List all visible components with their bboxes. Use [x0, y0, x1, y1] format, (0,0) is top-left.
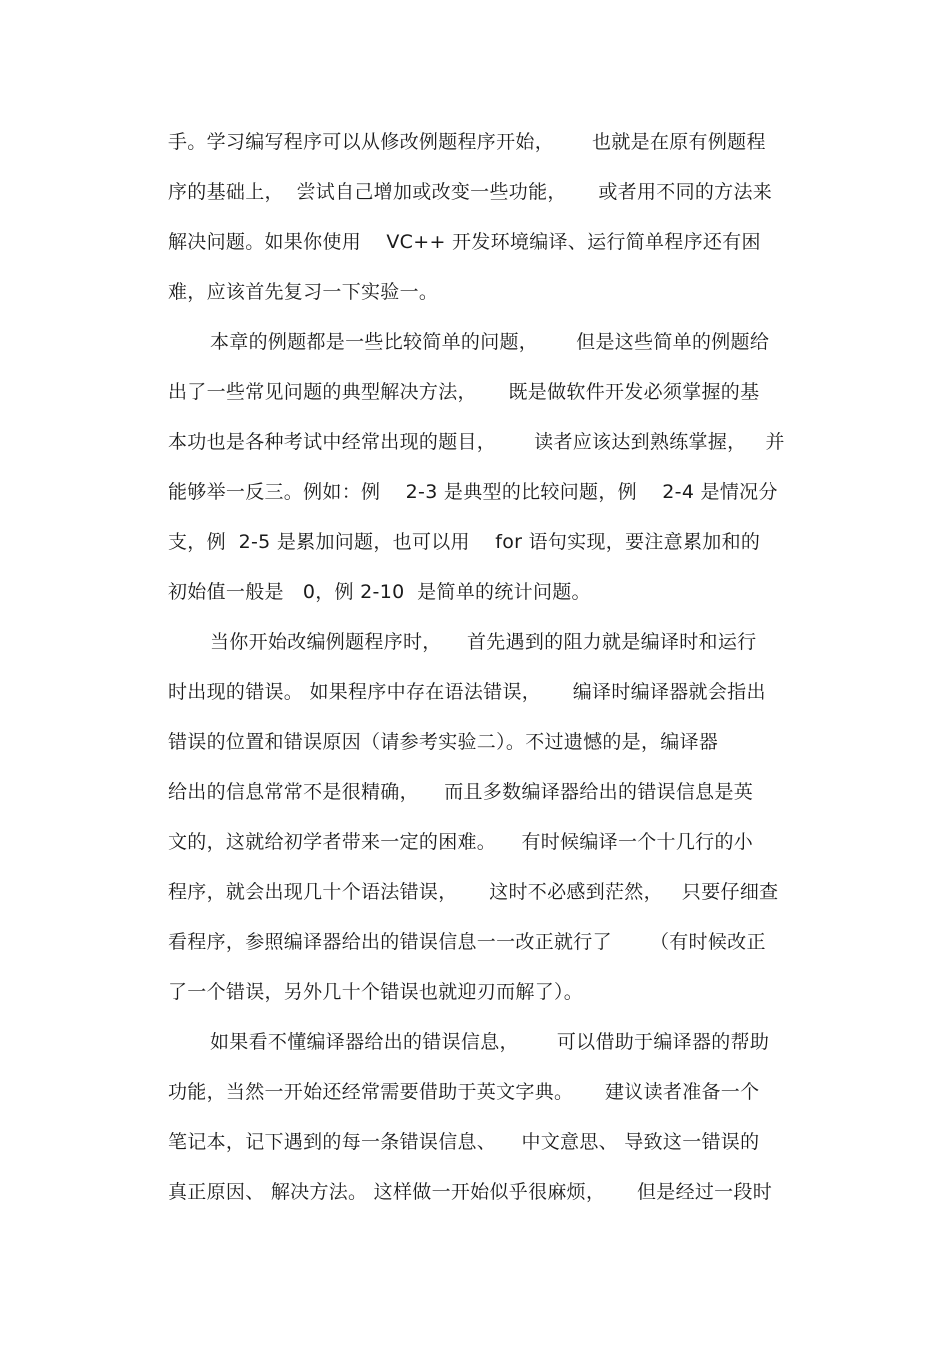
text-line: 笔记本，记下遇到的每一条错误信息、 中文意思、 导致这一错误的	[168, 1131, 760, 1153]
text-line: 给出的信息常常不是很精确， 而且多数编译器给出的错误信息是英	[168, 781, 754, 803]
text-line: 文的，这就给初学者带来一定的困难。 有时候编译一个十几行的小	[168, 831, 754, 853]
text-line: 解决问题。如果你使用 VC++ 开发环境编译、运行简单程序还有困	[168, 231, 761, 253]
text-line: 真正原因、 解决方法。 这样做一开始似乎很麻烦， 但是经过一段时	[168, 1181, 773, 1203]
text-line: 错误的位置和错误原因（请参考实验二）。不过遗憾的是，编译器	[168, 731, 719, 753]
text-line: 出了一些常见问题的典型解决方法， 既是做软件开发必须掌握的基	[168, 381, 760, 403]
text-line: 初始值一般是 0，例 2-10 是简单的统计问题。	[168, 581, 591, 603]
text-line: 能够举一反三。例如：例 2-3 是典型的比较问题，例 2-4 是情况分	[168, 481, 778, 503]
paragraph-first-line: 如果看不懂编译器给出的错误信息， 可以借助于编译器的帮助	[210, 1031, 770, 1053]
paragraph-first-line: 当你开始改编例题程序时， 首先遇到的阻力就是编译时和运行	[210, 631, 757, 653]
text-line: 程序，就会出现几十个语法错误， 这时不必感到茫然， 只要仔细查	[168, 881, 779, 903]
text-line: 时出现的错误。 如果程序中存在语法错误， 编译时编译器就会指出	[168, 681, 766, 703]
text-line: 手。学习编写程序可以从修改例题程序开始， 也就是在原有例题程	[168, 131, 766, 153]
text-line: 序的基础上， 尝试自己增加或改变一些功能， 或者用不同的方法来	[168, 181, 773, 203]
text-line: 本功也是各种考试中经常出现的题目， 读者应该达到熟练掌握， 并	[168, 431, 785, 453]
text-line: 看程序，参照编译器给出的错误信息一一改正就行了 （有时候改正	[168, 931, 766, 953]
paragraph-first-line: 本章的例题都是一些比较简单的问题， 但是这些简单的例题给	[210, 331, 770, 353]
text-line: 功能，当然一开始还经常需要借助于英文字典。 建议读者准备一个	[168, 1081, 760, 1103]
text-line: 支，例 2-5 是累加问题，也可以用 for 语句实现，要注意累加和的	[168, 531, 761, 553]
text-line: 难，应该首先复习一下实验一。	[168, 281, 439, 303]
text-line: 了一个错误，另外几十个错误也就迎刃而解了）。	[168, 981, 584, 1003]
